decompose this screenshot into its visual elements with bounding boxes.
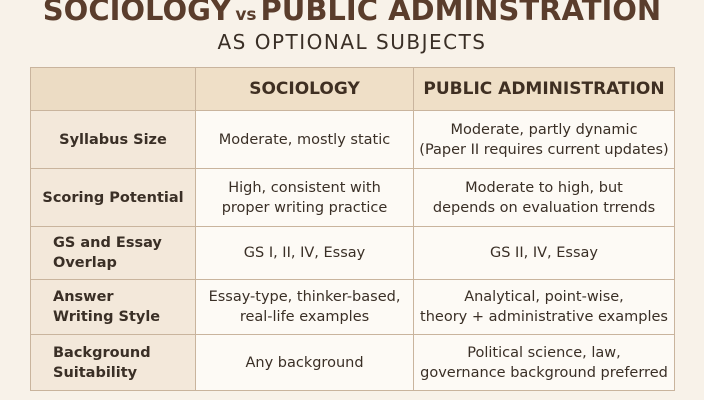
row-label-line: Answer: [53, 289, 114, 305]
row-label: [31, 227, 196, 280]
cell-line: Analytical, point-wise,: [464, 289, 624, 305]
cell-line: Moderate, partly dynamic: [450, 121, 638, 138]
row-label-line: Overlap: [53, 255, 117, 271]
header-sociology: SOCIOLOGY: [196, 68, 414, 111]
table-row: [31, 335, 675, 391]
cell-line: Moderate to high, but: [465, 179, 623, 196]
sociology-cell: [196, 335, 414, 391]
header-blank-cell: [31, 68, 196, 111]
table-header-row: [31, 68, 675, 111]
page-subtitle: AS OPTIONAL SUBJECTS: [217, 30, 487, 54]
sociology-cell: [196, 280, 414, 335]
cell-line: theory + administrative examples: [420, 309, 668, 325]
cell-line: Any background: [245, 354, 364, 371]
public-admin-cell: [414, 111, 675, 169]
row-label: [31, 280, 196, 335]
row-label: [31, 335, 196, 391]
sociology-cell: [196, 111, 414, 169]
row-label-line: GS and Essay: [53, 235, 162, 251]
row-label-line: Syllabus Size: [59, 131, 167, 148]
row-label: [31, 169, 196, 227]
cell-line: proper writing practice: [221, 199, 388, 216]
sociology-cell: [196, 227, 414, 280]
cell-line: GS I, II, IV, Essay: [243, 245, 366, 261]
cell-line: Essay-type, thinker-based,: [208, 289, 401, 305]
public-admin-cell: [414, 169, 675, 227]
cell-line: (Paper II requires current updates): [419, 141, 669, 158]
row-label-line: Writing Style: [53, 309, 161, 325]
cell-line: governance background preferred: [420, 364, 668, 381]
row-label-line: Background: [53, 344, 151, 361]
comparison-table: [30, 67, 675, 391]
cell-line: real-life examples: [239, 309, 370, 325]
row-label: [31, 111, 196, 169]
page-title: [0, 0, 704, 28]
public-admin-cell: [414, 280, 675, 335]
row-label-line: Suitability: [53, 364, 138, 381]
cell-line: Political science, law,: [467, 344, 621, 361]
title-public-administration: PUBLIC ADMINSTRATION: [260, 0, 662, 27]
table-row: [31, 111, 675, 169]
table-row: [31, 280, 675, 335]
title-vs: vs: [235, 5, 257, 25]
header-public-administration: PUBLIC ADMINISTRATION: [414, 68, 675, 111]
sociology-cell: [196, 169, 414, 227]
cell-line: High, consistent with: [228, 179, 381, 196]
table-row: [31, 227, 675, 280]
table-row: [31, 169, 675, 227]
cell-line: GS II, IV, Essay: [490, 245, 598, 261]
title-sociology: SOCIOLOGY: [42, 0, 232, 27]
public-admin-cell: [414, 227, 675, 280]
public-admin-cell: [414, 335, 675, 391]
row-label-line: Scoring Potential: [42, 189, 184, 206]
cell-line: depends on evaluation trrends: [432, 199, 656, 216]
cell-line: Moderate, mostly static: [218, 131, 391, 148]
